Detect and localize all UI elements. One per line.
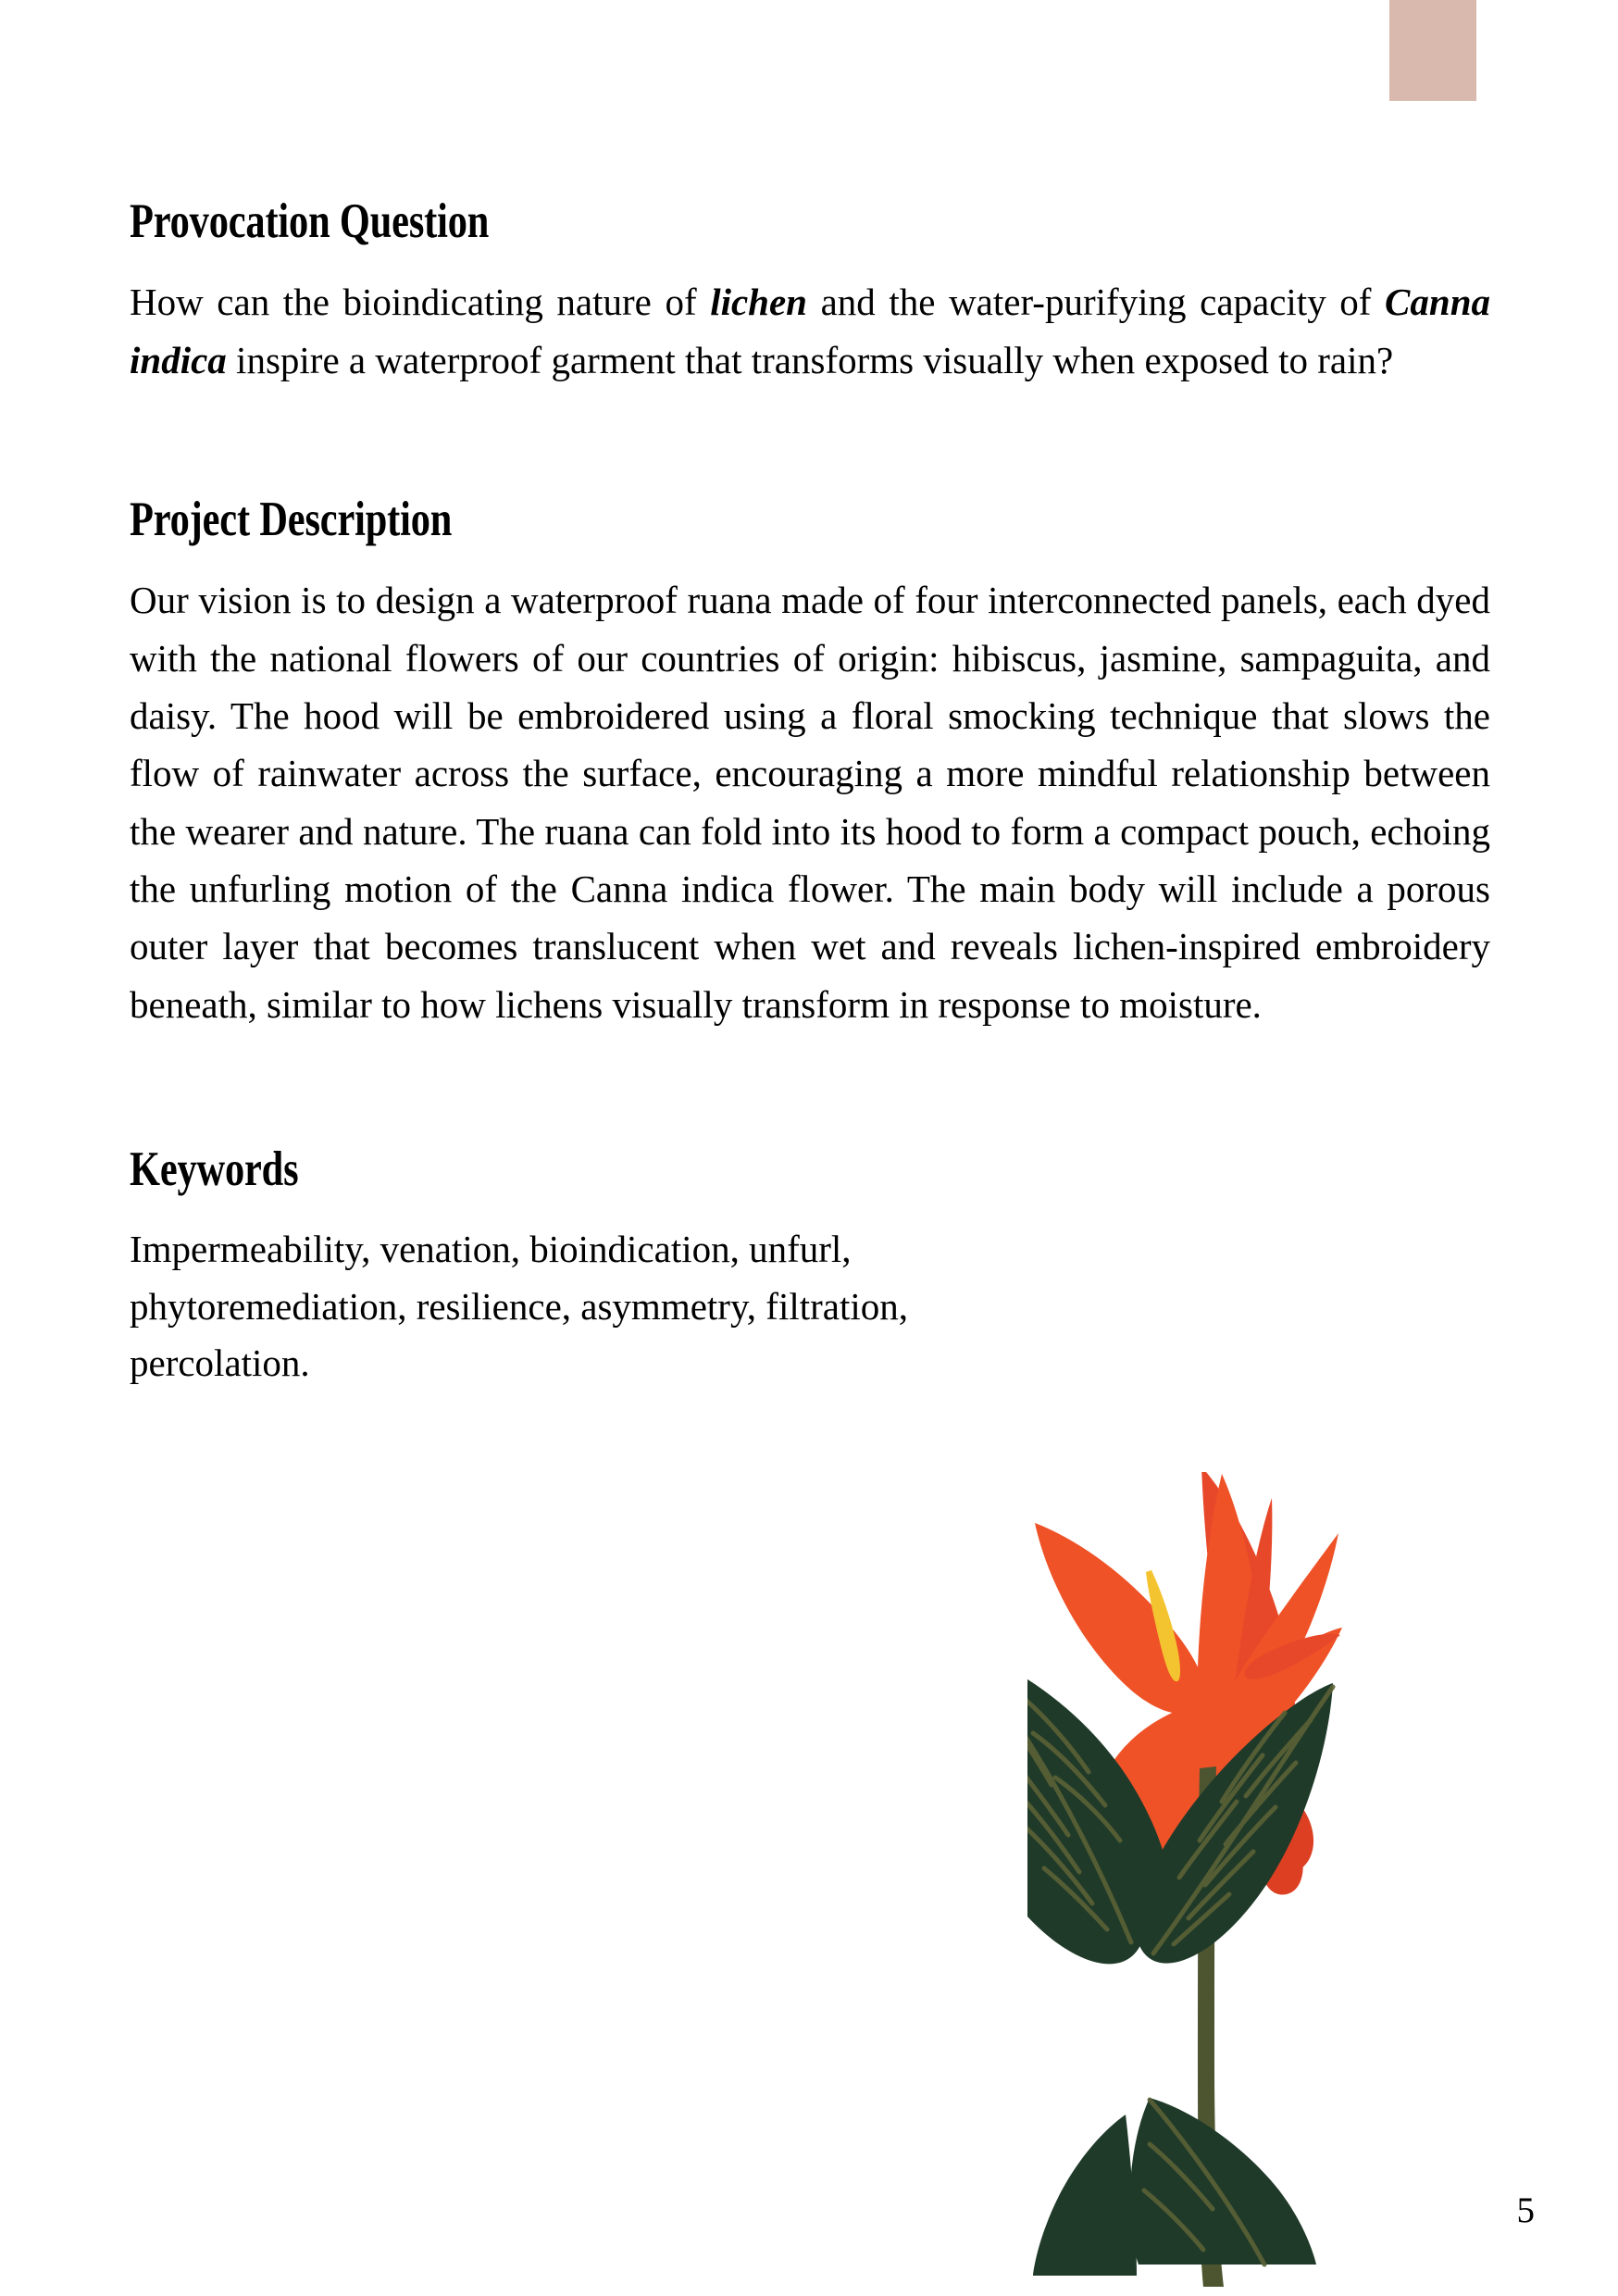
keywords-body: Impermeability, venation, bioindication, unfurl, phytoremediation, resilience, asymmetry, filtration, percolation. — [130, 1228, 909, 1385]
project-description-body: Our vision is to design a waterproof ruana made of four interconnected panels, each dyed with the national flowers of our countries of origin: hibiscus, jasmine, sampaguita, and daisy. The hood will be embroidered using a floral smocking technique that slows the flow of rainwater across the surface, encouraging a more mindful relationship between the wearer and nature. The ruana can fold into its hood to form a compact pouch, echoing the unfurling motion of the Canna indica flower. The main body will include a porous outer layer that becomes translucent when wet and reveals lichen-inspired embroidery beneath, similar to how lichens visually transform in response to moisture. — [130, 579, 1490, 1026]
flower-lower-leaf-group — [1033, 2098, 1316, 2276]
spacer-after-provocation — [130, 389, 1490, 493]
page-number: 5 — [1516, 2190, 1535, 2230]
pq-part-0: How can the bioindicating nature of — [130, 281, 711, 324]
corner-accent-block — [1389, 0, 1476, 101]
canna-indica-flower-illustration — [1027, 1472, 1583, 2287]
keywords-heading: Keywords — [130, 1142, 299, 1196]
pq-term-canna-indica: Canna indica — [130, 281, 1490, 381]
provocation-question-body — [130, 273, 1490, 389]
project-description-heading: Project Description — [130, 492, 453, 546]
pq-part-4: inspire a waterproof garment that transforms visually when exposed to rain? — [226, 338, 1394, 381]
page-content — [130, 194, 1490, 1392]
provocation-question-heading: Provocation Question — [130, 194, 490, 248]
spacer-after-description — [130, 1033, 1490, 1142]
pq-part-2: and the water-purifying capacity of — [807, 281, 1386, 324]
pq-term-lichen: lichen — [710, 281, 807, 324]
